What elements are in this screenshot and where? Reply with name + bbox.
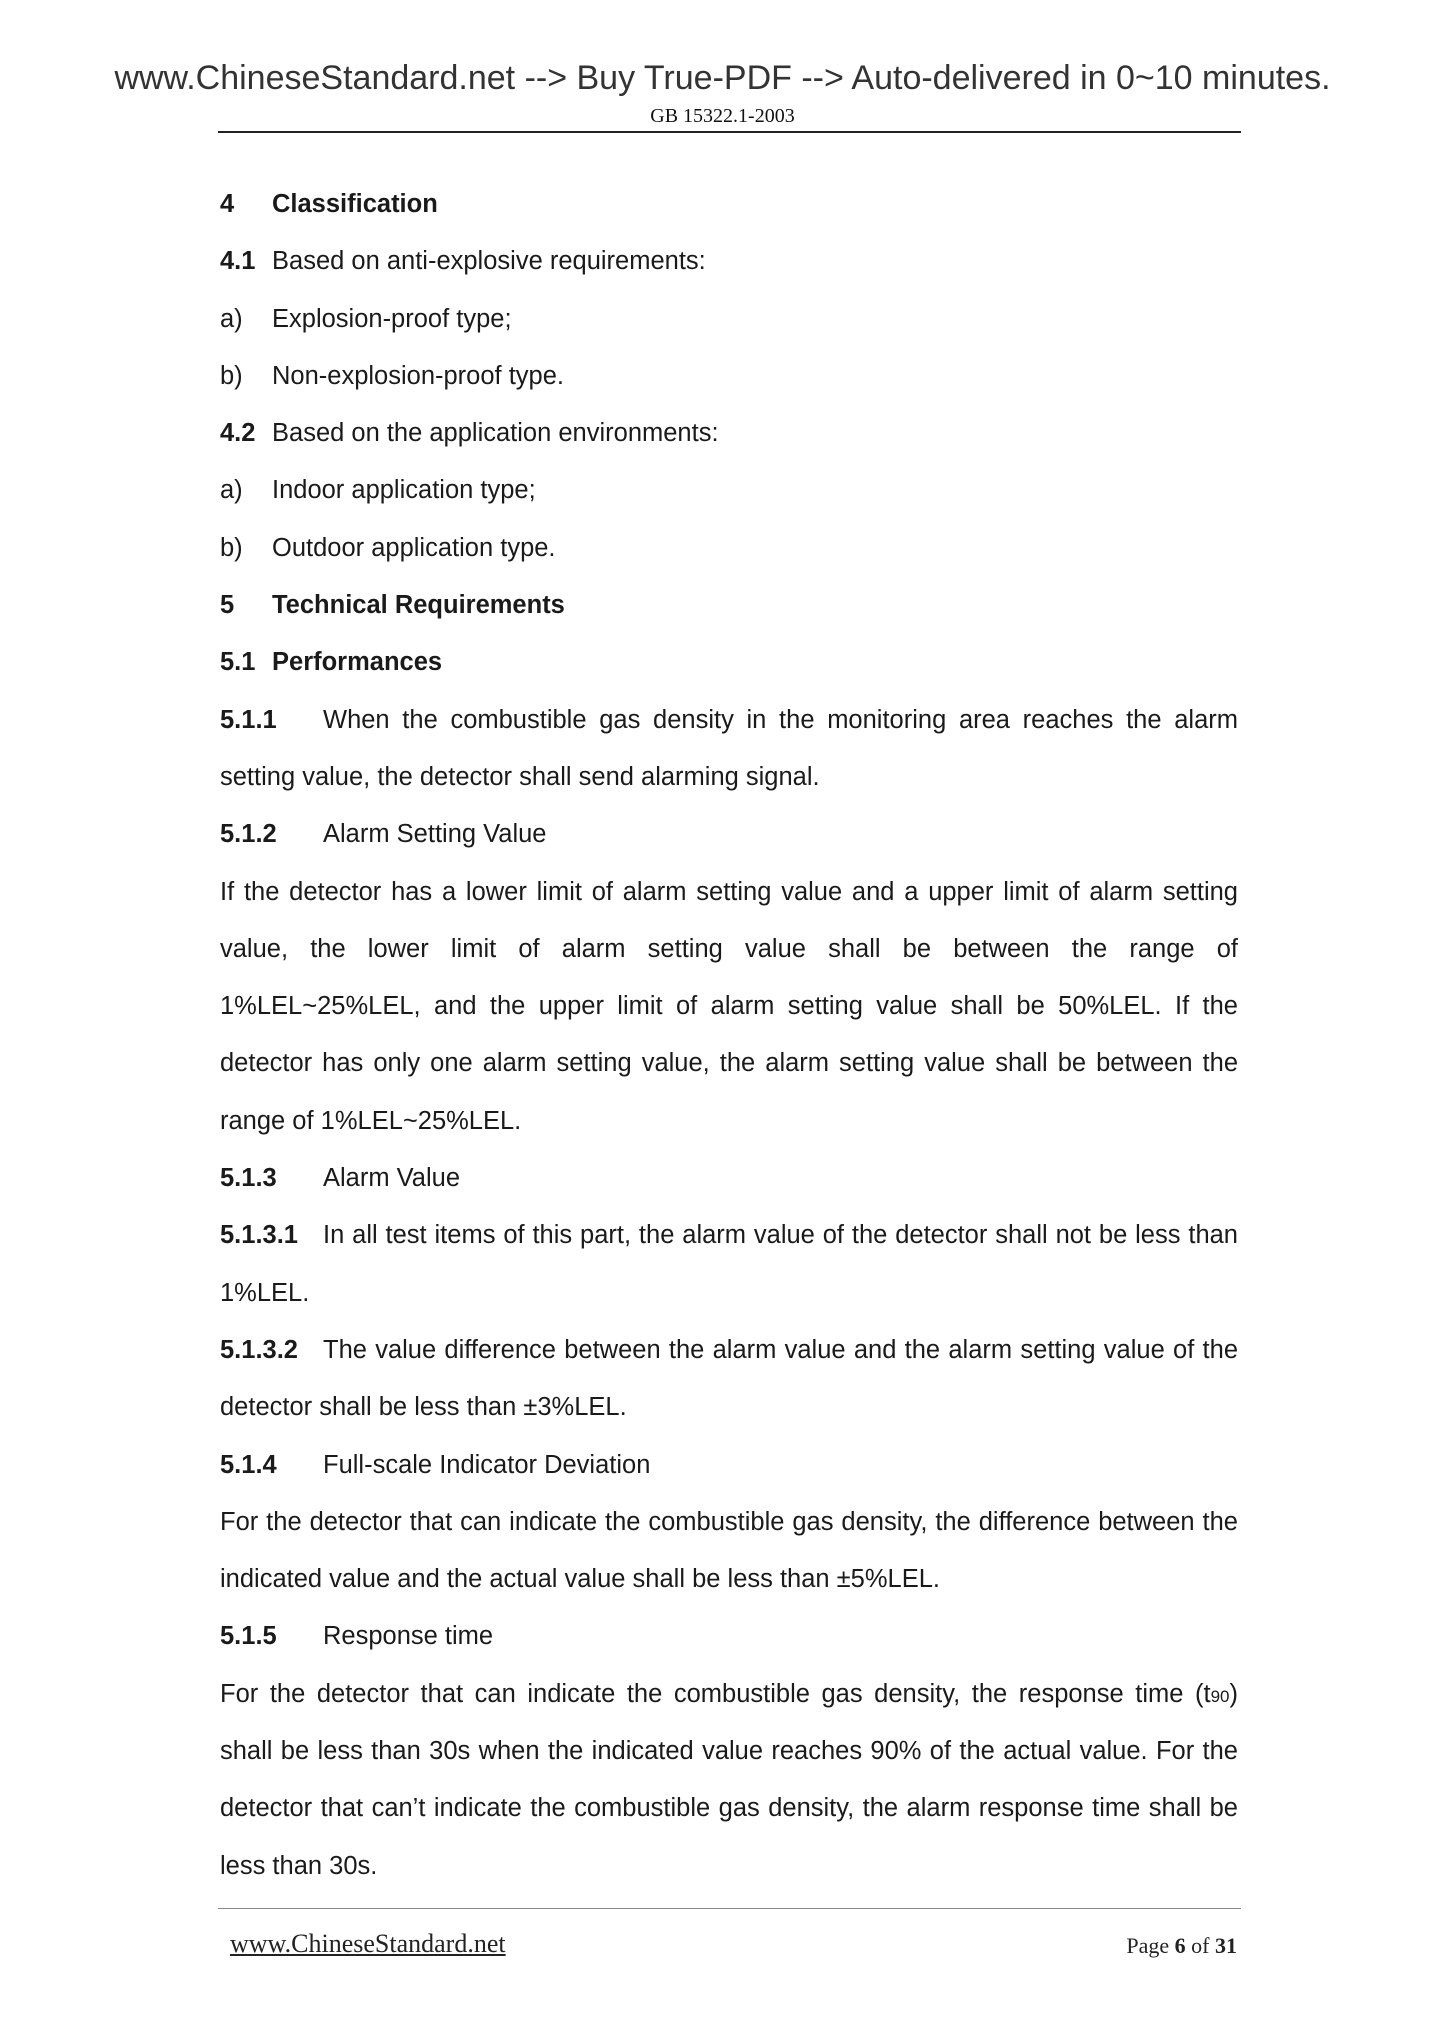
paragraph-line: detector shall be less than ±3%LEL. xyxy=(220,1393,627,1422)
clause-5-1-2-heading xyxy=(220,806,1238,863)
clause-title: Full-scale Indicator Deviation xyxy=(323,1450,651,1479)
clause-number: 5.1.4 xyxy=(220,1450,277,1479)
clause-number: 5.1.3.2 xyxy=(220,1335,298,1364)
list-text: Non-explosion-proof type. xyxy=(272,361,564,390)
header-banner: www.ChineseStandard.net --> Buy True-PDF --> Auto-delivered in 0~10 minutes. xyxy=(114,59,1331,97)
section-title: Classification xyxy=(272,190,438,218)
list-text: Outdoor application type. xyxy=(272,533,556,562)
section-5-heading xyxy=(220,577,1238,634)
clause-5-1-5-heading xyxy=(220,1608,1238,1665)
section-number: 5.1 xyxy=(220,648,256,677)
clause-text: When the combustible gas density in the monitoring area reaches the alarm xyxy=(323,705,1238,734)
section-number: 4 xyxy=(220,190,235,218)
paragraph-text: For the detector that can indicate the combustible gas density, the response time (t xyxy=(220,1679,1211,1708)
list-marker: a) xyxy=(220,476,243,505)
list-item xyxy=(220,520,1238,577)
footer-rule xyxy=(218,1908,1241,1909)
clause-number: 4.2 xyxy=(220,419,256,448)
clause-number: 5.1.3 xyxy=(220,1164,277,1193)
list-marker: b) xyxy=(220,533,243,562)
list-item xyxy=(220,348,1238,405)
clause-number: 5.1.3.1 xyxy=(220,1221,298,1250)
paragraph-line: If the detector has a lower limit of alarm setting value and a upper limit of alarm setting xyxy=(220,877,1238,906)
page-current: 6 xyxy=(1174,1933,1186,1958)
paragraph-line: For the detector that can indicate the combustible gas density, the difference between the xyxy=(220,1507,1238,1536)
paragraph-line: 1%LEL. xyxy=(220,1278,310,1307)
section-title: Technical Requirements xyxy=(272,591,565,620)
paragraph-line: 1%LEL~25%LEL, and the upper limit of alarm setting value shall be 50%LEL. If the xyxy=(220,992,1238,1021)
paragraph-text: ) xyxy=(1229,1679,1238,1708)
clause-4-2 xyxy=(220,405,1238,462)
paragraph-line: shall be less than 30s when the indicated value reaches 90% of the actual value. For the xyxy=(220,1737,1238,1766)
clause-text: Based on anti-explosive requirements: xyxy=(272,247,706,276)
clause-text: The value difference between the alarm value and the alarm setting value of the xyxy=(323,1335,1238,1364)
document-body xyxy=(220,176,1238,1895)
section-5-1-heading xyxy=(220,634,1238,691)
section-4-heading xyxy=(220,176,1238,233)
page-of: of xyxy=(1191,1933,1210,1958)
clause-text: Based on the application environments: xyxy=(272,419,719,448)
section-number: 5 xyxy=(220,591,235,620)
clause-5-1-1-line xyxy=(220,692,1238,749)
list-item xyxy=(220,462,1238,519)
footer-website-link[interactable]: www.ChineseStandard.net xyxy=(230,1929,506,1958)
list-marker: b) xyxy=(220,361,243,390)
list-item xyxy=(220,291,1238,348)
standard-code: GB 15322.1-2003 xyxy=(650,105,795,127)
paragraph-line xyxy=(220,1666,1238,1723)
clause-number: 5.1.2 xyxy=(220,820,277,849)
page-number xyxy=(1126,1933,1237,1959)
clause-title: Response time xyxy=(323,1622,494,1651)
clause-5-1-3-1-line xyxy=(220,1207,1238,1264)
clause-title: Alarm Value xyxy=(323,1164,461,1193)
section-title: Performances xyxy=(272,648,443,677)
clause-5-1-3-heading xyxy=(220,1150,1238,1207)
paragraph-line: detector has only one alarm setting value, the alarm setting value shall be between the xyxy=(220,1049,1238,1078)
list-text: Explosion-proof type; xyxy=(272,304,512,333)
page-total: 31 xyxy=(1215,1933,1237,1958)
list-text: Indoor application type; xyxy=(272,476,536,505)
clause-title: Alarm Setting Value xyxy=(323,820,547,849)
clause-5-1-3-2-line xyxy=(220,1322,1238,1379)
paragraph-line: setting value, the detector shall send alarming signal. xyxy=(220,762,820,791)
paragraph-line: range of 1%LEL~25%LEL. xyxy=(220,1106,522,1135)
paragraph-line: value, the lower limit of alarm setting value shall be between the range of xyxy=(220,934,1238,963)
list-marker: a) xyxy=(220,304,243,333)
page-label: Page xyxy=(1126,1933,1170,1958)
clause-text: In all test items of this part, the alarm value of the detector shall not be less than xyxy=(323,1221,1238,1250)
clause-number: 5.1.5 xyxy=(220,1622,277,1651)
paragraph-line: less than 30s. xyxy=(220,1851,378,1880)
header-rule xyxy=(218,131,1241,133)
clause-number: 4.1 xyxy=(220,247,256,276)
clause-4-1 xyxy=(220,233,1238,290)
paragraph-line: indicated value and the actual value shall be less than ±5%LEL. xyxy=(220,1565,940,1594)
clause-number: 5.1.1 xyxy=(220,705,277,734)
clause-5-1-4-heading xyxy=(220,1437,1238,1494)
paragraph-line: detector that can’t indicate the combustible gas density, the alarm response time shall be xyxy=(220,1794,1238,1823)
subscript: 90 xyxy=(1210,1686,1230,1706)
